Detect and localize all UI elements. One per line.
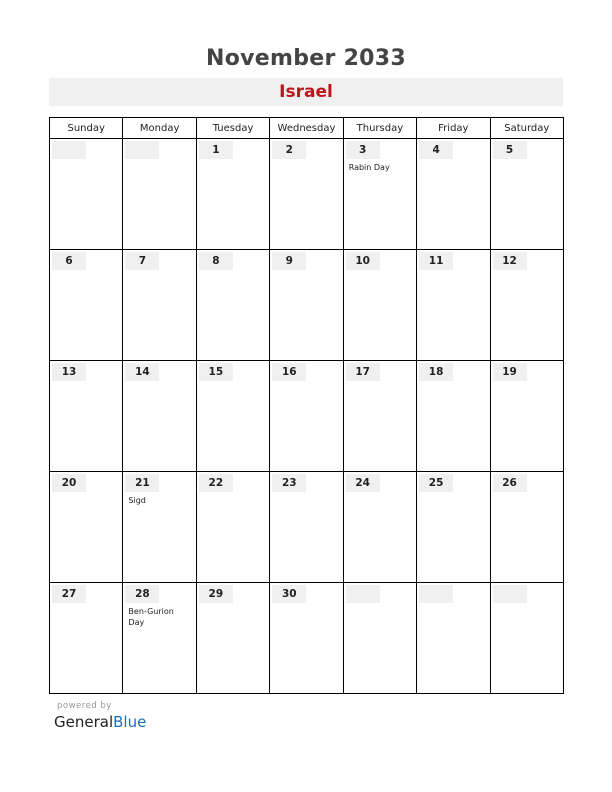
weekday-thursday: Thursday — [343, 118, 416, 139]
day-cell — [343, 361, 416, 472]
day-number: 5 — [493, 141, 527, 159]
day-number: 3 — [346, 141, 380, 159]
day-cell — [123, 583, 196, 694]
day-number: 25 — [419, 474, 453, 492]
day-cell — [343, 583, 416, 694]
holiday-label: Rabin Day — [348, 163, 390, 172]
day-cell — [270, 361, 343, 472]
brand-blue-text: Blue — [113, 713, 147, 731]
day-cell — [50, 472, 123, 583]
day-number: 18 — [419, 363, 453, 381]
day-cell — [417, 583, 490, 694]
day-cell — [123, 139, 196, 250]
day-number: 12 — [493, 252, 527, 270]
day-number: 26 — [493, 474, 527, 492]
weekday-monday: Monday — [123, 118, 196, 139]
day-number: 22 — [199, 474, 233, 492]
calendar-title: November 2033 — [205, 46, 407, 71]
day-number: 7 — [125, 252, 159, 270]
holiday-label: Ben-Gurion Day — [128, 607, 174, 627]
day-cell — [490, 472, 563, 583]
day-number: 29 — [199, 585, 233, 603]
day-number — [125, 141, 159, 159]
weekday-tuesday: Tuesday — [196, 118, 269, 139]
day-cell — [343, 139, 416, 250]
weekday-header-row — [50, 118, 564, 139]
holiday-label: Sigd — [128, 496, 146, 505]
day-number: 28 — [125, 585, 159, 603]
day-cell — [196, 139, 269, 250]
day-cell — [343, 250, 416, 361]
day-number: 4 — [419, 141, 453, 159]
day-number: 8 — [199, 252, 233, 270]
day-number: 27 — [52, 585, 86, 603]
day-cell — [270, 583, 343, 694]
day-number — [346, 585, 380, 603]
day-cell — [417, 139, 490, 250]
day-cell — [343, 472, 416, 583]
day-cell — [270, 250, 343, 361]
day-cell — [123, 472, 196, 583]
day-cell — [490, 583, 563, 694]
day-number: 23 — [272, 474, 306, 492]
day-number: 6 — [52, 252, 86, 270]
day-number — [493, 585, 527, 603]
day-number — [52, 141, 86, 159]
week-row — [50, 583, 564, 694]
weekday-friday: Friday — [417, 118, 490, 139]
day-cell — [490, 139, 563, 250]
day-cell — [417, 472, 490, 583]
day-number: 30 — [272, 585, 306, 603]
day-cell — [196, 361, 269, 472]
country-banner — [49, 78, 563, 106]
day-cell — [50, 250, 123, 361]
day-number: 10 — [346, 252, 380, 270]
day-cell — [50, 361, 123, 472]
day-number: 17 — [346, 363, 380, 381]
day-cell — [417, 250, 490, 361]
day-number: 1 — [199, 141, 233, 159]
day-number: 11 — [419, 252, 453, 270]
day-cell — [196, 583, 269, 694]
day-cell — [490, 361, 563, 472]
day-cell — [270, 139, 343, 250]
day-number — [419, 585, 453, 603]
country-name: Israel — [279, 82, 333, 102]
week-row — [50, 139, 564, 250]
day-number: 16 — [272, 363, 306, 381]
day-number: 13 — [52, 363, 86, 381]
day-cell — [123, 361, 196, 472]
day-cell — [123, 250, 196, 361]
weekday-sunday: Sunday — [50, 118, 123, 139]
day-cell — [490, 250, 563, 361]
day-cell — [196, 472, 269, 583]
day-number: 20 — [52, 474, 86, 492]
day-number: 19 — [493, 363, 527, 381]
day-number: 2 — [272, 141, 306, 159]
day-number: 15 — [199, 363, 233, 381]
week-row — [50, 250, 564, 361]
weekday-wednesday: Wednesday — [270, 118, 343, 139]
day-number: 14 — [125, 363, 159, 381]
day-cell — [50, 139, 123, 250]
weekday-saturday: Saturday — [490, 118, 563, 139]
day-number: 21 — [125, 474, 159, 492]
brand-general-text: General — [54, 713, 114, 731]
calendar-body — [50, 139, 564, 694]
generalblue-logo — [54, 713, 146, 731]
week-row — [50, 361, 564, 472]
day-cell — [50, 583, 123, 694]
day-cell — [417, 361, 490, 472]
day-number: 24 — [346, 474, 380, 492]
week-row — [50, 472, 564, 583]
powered-by-label: powered by — [57, 701, 112, 711]
day-cell — [196, 250, 269, 361]
month-calendar-grid — [49, 117, 564, 694]
day-cell — [270, 472, 343, 583]
day-number: 9 — [272, 252, 306, 270]
